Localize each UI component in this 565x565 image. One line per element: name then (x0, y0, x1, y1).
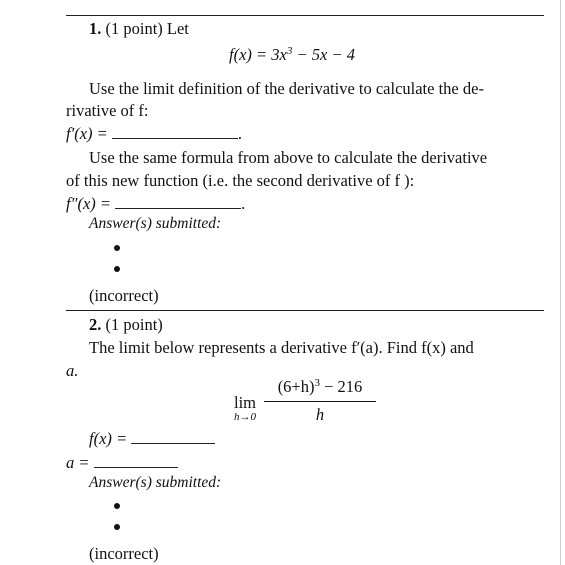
answer2-blank[interactable] (115, 207, 241, 209)
fraction-bar (264, 401, 376, 402)
limit-denominator: h (315, 405, 325, 424)
function-exponent: 3 (286, 45, 293, 57)
problem1-number: 1. (89, 19, 102, 38)
function-lhs: f(x) = 3x (229, 45, 287, 64)
limit-numerator (264, 379, 376, 396)
answer-fx-row (89, 431, 215, 448)
limit-word: lim (234, 393, 257, 412)
answer1-row: f′(x) = . (66, 124, 243, 143)
submitted-bullet (114, 266, 120, 272)
answer-fx-label: f(x) = (89, 429, 128, 448)
submitted-bullet (114, 503, 120, 509)
problem1-instruction1-line1: Use the limit definition of the derivative to calculate the de- (89, 79, 484, 98)
problem2-points: (1 point) (105, 315, 163, 334)
problem1-status: (incorrect) (89, 286, 159, 305)
problem1-instruction1-line2: rivative of f: (66, 101, 149, 120)
answer1-blank[interactable] (112, 137, 238, 139)
answer2-label: f″(x) = (66, 194, 112, 213)
problem2-number: 2. (89, 315, 102, 334)
submitted-bullet (114, 524, 120, 530)
page-edge-line (560, 0, 561, 565)
problem1-header (89, 21, 189, 38)
problem-divider (66, 310, 544, 311)
problem2-submitted-label: Answer(s) submitted: (89, 474, 222, 491)
answer-a-label: a = (66, 453, 90, 472)
top-divider (66, 15, 544, 16)
problem1-instruction2-line2: of this new function (i.e. the second derivative of f ): (66, 171, 415, 190)
limit-subscript: h→0 (234, 411, 256, 423)
answer-a-blank[interactable] (94, 466, 178, 468)
answer-a-row (66, 455, 178, 472)
problem2-header (89, 317, 163, 334)
answer-fx-blank[interactable] (131, 442, 215, 444)
answer1-label: f′(x) = (66, 124, 108, 143)
problem1-submitted-label: Answer(s) submitted: (89, 215, 222, 232)
function-rest: − 5x − 4 (292, 45, 355, 64)
numerator-base: (6+h) (277, 377, 315, 396)
problem1-instruction2-line1: Use the same formula from above to calculate the derivative (89, 148, 488, 167)
problem2-text-line2: a. (66, 361, 79, 380)
problem2-status: (incorrect) (89, 544, 159, 563)
submitted-bullet (114, 245, 120, 251)
problem1-function (229, 47, 355, 64)
numerator-rest: − 216 (319, 377, 363, 396)
problem1-points: (1 point) Let (105, 19, 189, 38)
numerator-exponent: 3 (314, 377, 320, 389)
problem2-text-line1: The limit below represents a derivative f′(a). Find f(x) and (89, 338, 474, 357)
answer2-row: f″(x) = . (66, 194, 246, 213)
